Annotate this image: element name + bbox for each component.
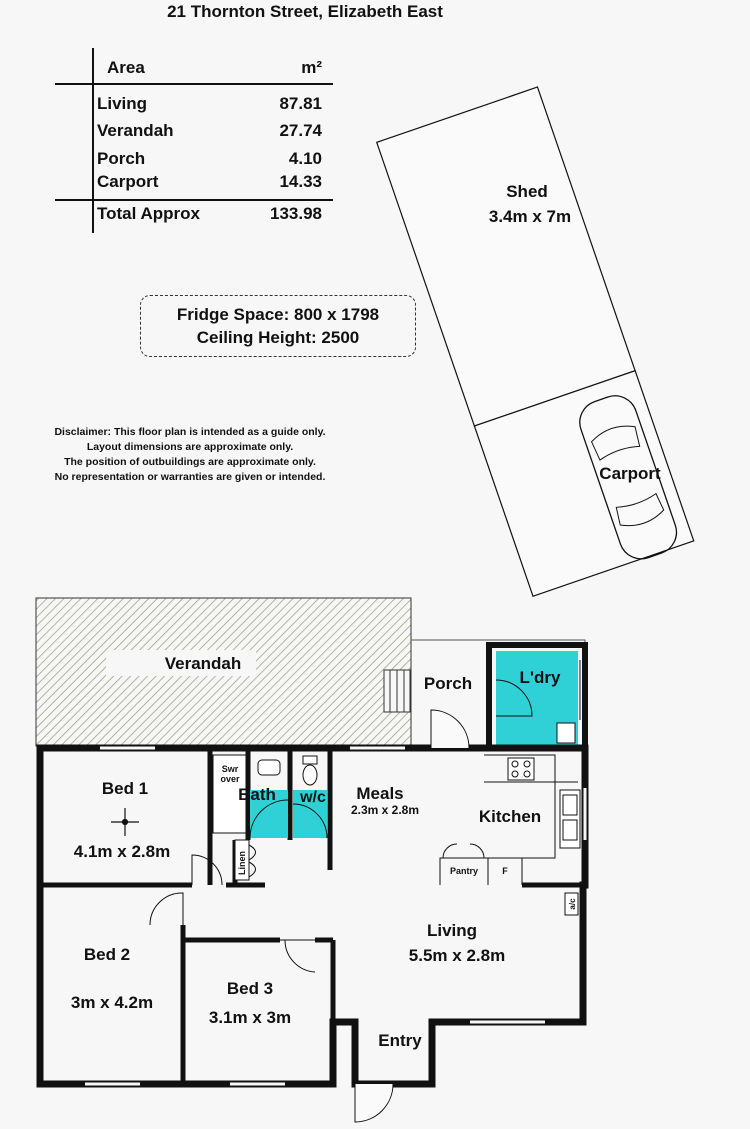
shed-outline (377, 87, 635, 426)
disclaimer-line: Layout dimensions are approximate only. (86, 441, 294, 453)
bed1-label: Bed 1 (101, 779, 149, 798)
bed2-dims: 3m x 4.2m (70, 993, 154, 1012)
meals-dims: 2.3m x 2.8m (350, 803, 420, 817)
shower-label (220, 764, 240, 784)
carport-label: Carport (599, 464, 661, 483)
area-row-label: Living (97, 94, 148, 113)
bed1-door (192, 855, 222, 885)
pantry-doors (443, 844, 484, 858)
meals-label: Meals (356, 784, 404, 803)
living-dims: 5.5m x 2.8m (408, 946, 506, 965)
linen-label: Linen (237, 851, 247, 875)
sink-icon (560, 790, 580, 848)
bath-label: Bath (238, 785, 276, 804)
fridge-space-note: Fridge Space: 800 x 1798 (176, 305, 380, 324)
shed-label: Shed (506, 182, 548, 201)
living-label: Living (426, 921, 478, 940)
bed2-label: Bed 2 (83, 945, 131, 964)
basin-icon (258, 760, 280, 775)
toilet-icon (303, 756, 317, 785)
pantry-label: Pantry (449, 866, 479, 876)
ceiling-fan-icon (111, 808, 139, 836)
area-row-label: Verandah (97, 121, 174, 140)
linen-doors (249, 845, 256, 877)
bed1-dims: 4.1m x 2.8m (73, 842, 171, 861)
disclaimer-line: No representation or warranties are given or intended. (54, 471, 326, 483)
entry-label: Entry (378, 1031, 422, 1050)
shower-label-line1: Swr (221, 764, 239, 774)
area-header-unit: m² (301, 58, 322, 77)
porch-label: Porch (423, 674, 473, 693)
area-row-value: 14.33 (279, 172, 322, 191)
bed3-dims: 3.1m x 3m (208, 1008, 292, 1027)
area-total-value: 133.98 (270, 204, 322, 223)
area-header-label: Area (107, 58, 145, 77)
area-row-label: Porch (97, 149, 146, 168)
porch-door (431, 710, 469, 748)
area-total-label: Total Approx (97, 204, 200, 223)
laundry-label: L'dry (519, 668, 561, 687)
fridge-marker: F (502, 866, 508, 876)
aircon-label: a/c (568, 898, 577, 910)
shower-label-line2: over (220, 774, 240, 784)
disclaimer-line: The position of outbuildings are approximate only. (64, 456, 316, 468)
interior-walls (40, 748, 333, 1084)
wc-label: w/c (300, 789, 326, 806)
area-row-label: Carport (97, 172, 159, 191)
laundry-tub (557, 723, 575, 743)
bed3-label: Bed 3 (226, 979, 274, 998)
steps (384, 670, 410, 712)
entry-door (355, 1084, 393, 1122)
cooktop-icon (508, 758, 534, 780)
area-row-value: 27.74 (279, 121, 322, 140)
area-row-value: 87.81 (279, 94, 322, 113)
disclaimer-line: Disclaimer: This floor plan is intended as a guide only. (54, 426, 326, 438)
area-row-value: 4.10 (288, 149, 322, 168)
page-title: 21 Thornton Street, Elizabeth East (167, 2, 443, 21)
bed2-door (150, 893, 183, 925)
ceiling-height-note: Ceiling Height: 2500 (196, 328, 360, 347)
shed-dims: 3.4m x 7m (488, 207, 572, 226)
kitchen-label: Kitchen (478, 807, 542, 826)
bed3-door (280, 940, 315, 972)
verandah-label: Verandah (164, 654, 242, 673)
